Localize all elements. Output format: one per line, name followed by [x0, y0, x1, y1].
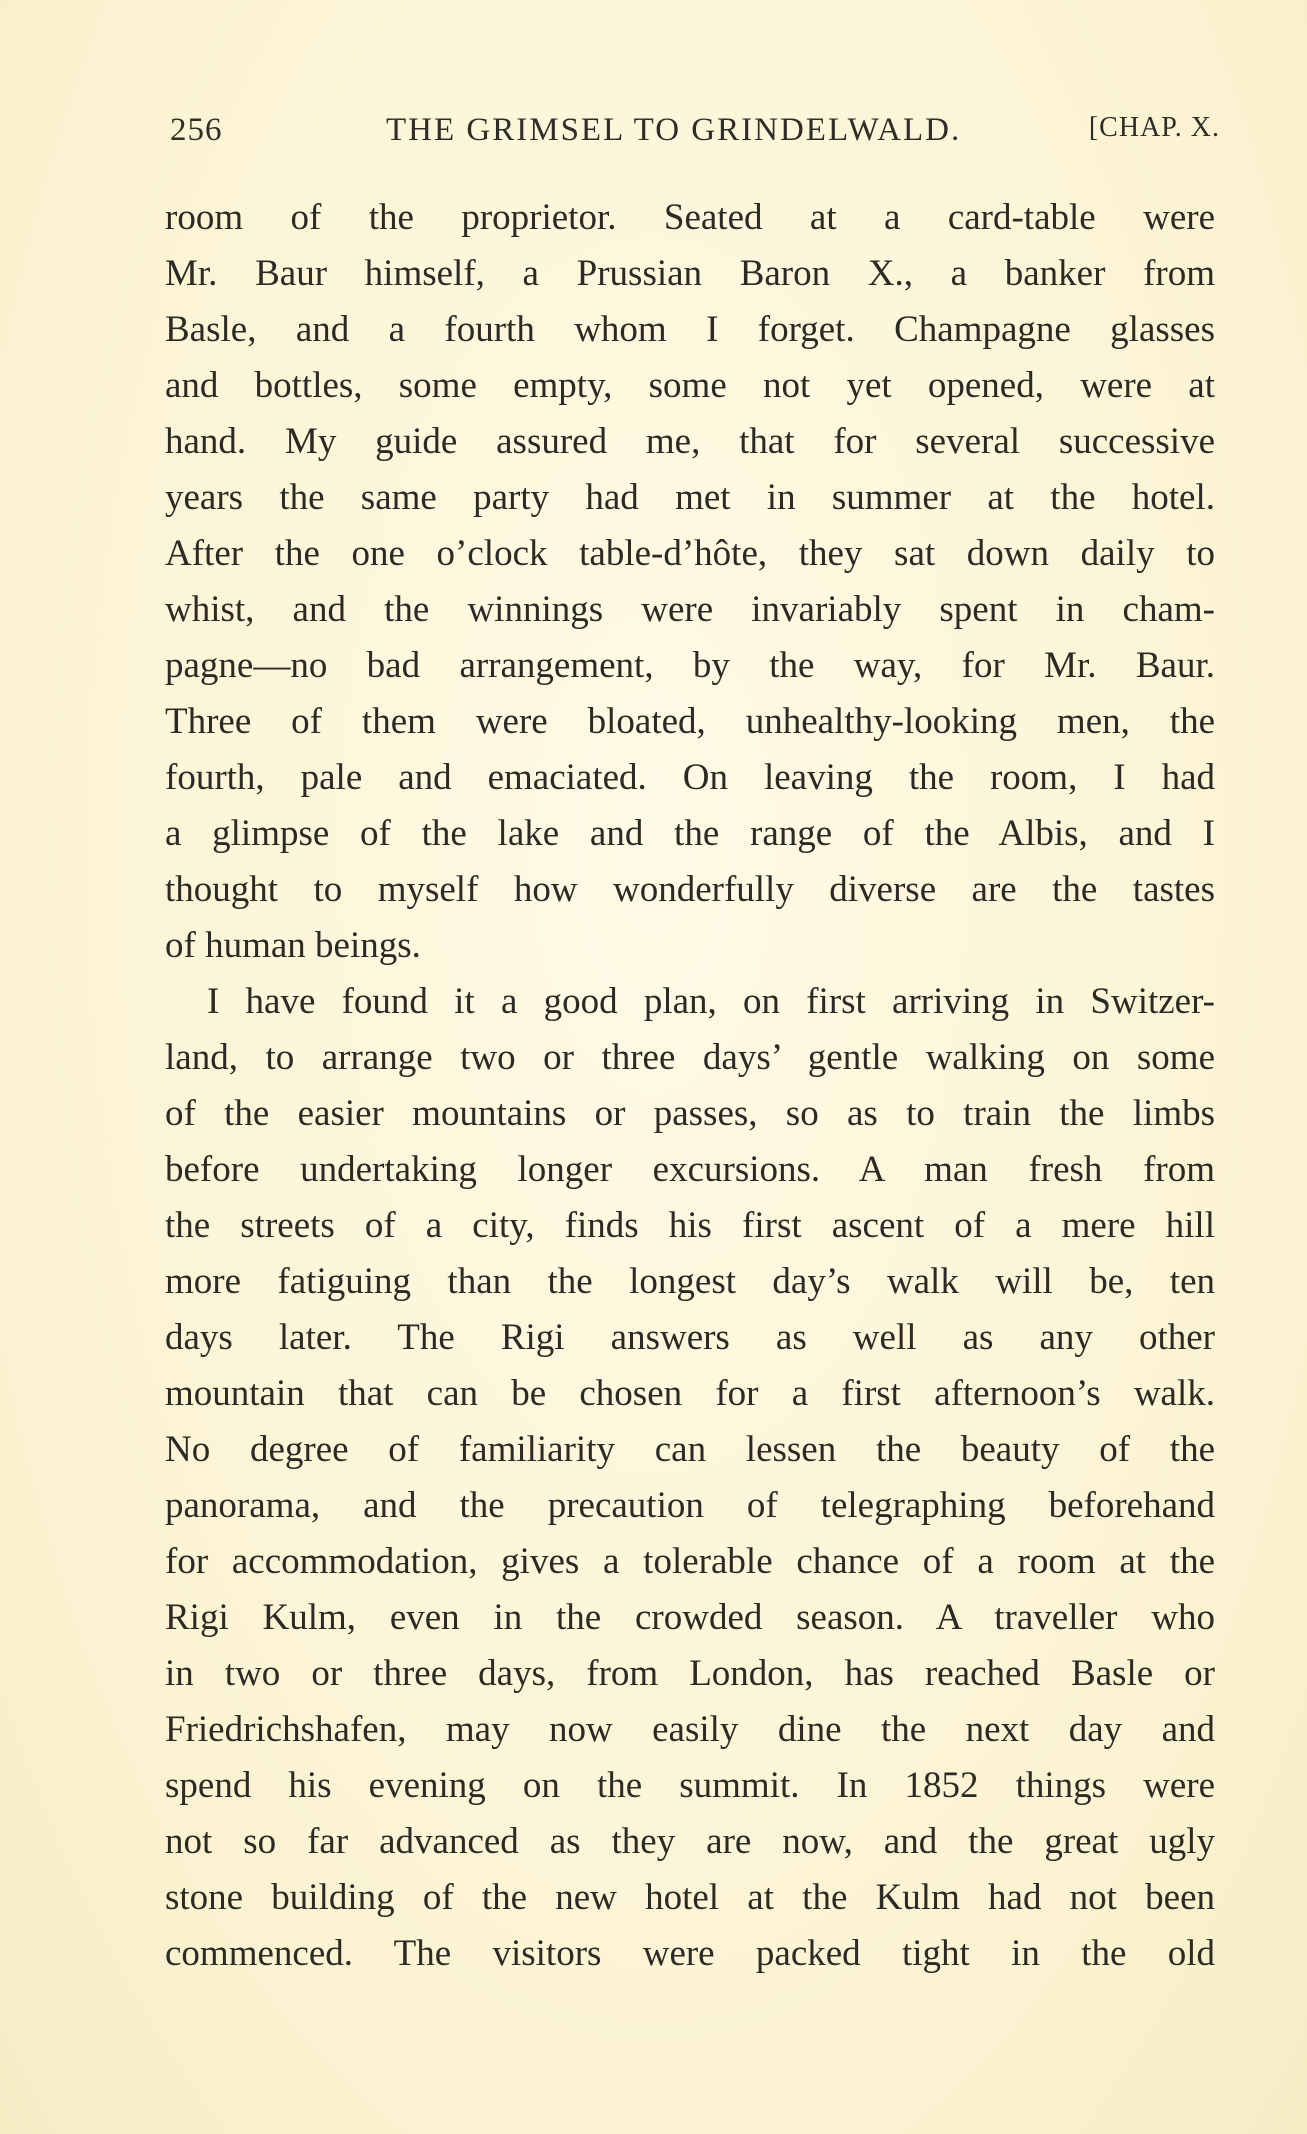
- text-line: No degree of familiarity can lessen the beauty of the: [165, 1429, 1215, 1470]
- page-number: 256: [170, 112, 223, 148]
- text-line: a glimpse of the lake and the range of the Albis, and I: [165, 813, 1215, 854]
- text-line: Mr. Baur himself, a Prussian Baron X., a banker from: [165, 253, 1215, 294]
- text-line: the streets of a city, finds his first ascent of a mere hill: [165, 1205, 1215, 1246]
- text-line: fourth, pale and emaciated. On leaving the room, I had: [165, 757, 1215, 798]
- text-line: in two or three days, from London, has reached Basle or: [165, 1653, 1215, 1694]
- text-line: of the easier mountains or passes, so as to train the limbs: [165, 1093, 1215, 1134]
- text-line: After the one o’clock table-d’hôte, they sat down daily to: [165, 533, 1215, 574]
- text-line: room of the proprietor. Seated at a card-table were: [165, 197, 1215, 238]
- text-line: not so far advanced as they are now, and the great ugly: [165, 1821, 1215, 1862]
- text-line: whist, and the winnings were invariably spent in cham-: [165, 589, 1215, 630]
- text-line: pagne—no bad arrangement, by the way, for Mr. Baur.: [165, 645, 1215, 686]
- text-line: Friedrichshafen, may now easily dine the next day and: [165, 1709, 1215, 1750]
- text-line: years the same party had met in summer at the hotel.: [165, 477, 1215, 518]
- text-line: Rigi Kulm, even in the crowded season. A traveller who: [165, 1597, 1215, 1638]
- text-line: Basle, and a fourth whom I forget. Champagne glasses: [165, 309, 1215, 350]
- text-line: stone building of the new hotel at the Kulm had not been: [165, 1877, 1215, 1918]
- text-line: spend his evening on the summit. In 1852 things were: [165, 1765, 1215, 1806]
- text-line: Three of them were bloated, unhealthy-looking men, the: [165, 701, 1215, 742]
- text-line: thought to myself how wonderfully diverse are the tastes: [165, 869, 1215, 910]
- text-line: hand. My guide assured me, that for several successive: [165, 421, 1215, 462]
- text-line: land, to arrange two or three days’ gentle walking on some: [165, 1037, 1215, 1078]
- paragraph-start-line: I have found it a good plan, on first arriving in Switzer-: [207, 981, 1215, 1022]
- running-head: [170, 112, 1220, 152]
- running-title: THE GRIMSEL TO GRINDELWALD.: [386, 112, 962, 148]
- text-line: before undertaking longer excursions. A man fresh from: [165, 1149, 1215, 1190]
- text-line: for accommodation, gives a tolerable chance of a room at the: [165, 1541, 1215, 1582]
- text-line: mountain that can be chosen for a first afternoon’s walk.: [165, 1373, 1215, 1414]
- text-line: more fatiguing than the longest day’s walk will be, ten: [165, 1261, 1215, 1302]
- paragraph-end-line: of human beings.: [165, 925, 421, 966]
- chapter-marker: [CHAP. X.: [1088, 112, 1220, 143]
- text-line: panorama, and the precaution of telegraphing beforehand: [165, 1485, 1215, 1526]
- text-line: days later. The Rigi answers as well as any other: [165, 1317, 1215, 1358]
- body-text: [165, 190, 1215, 1982]
- text-line: commenced. The visitors were packed tight in the old: [165, 1933, 1215, 1974]
- text-line: and bottles, some empty, some not yet opened, were at: [165, 365, 1215, 406]
